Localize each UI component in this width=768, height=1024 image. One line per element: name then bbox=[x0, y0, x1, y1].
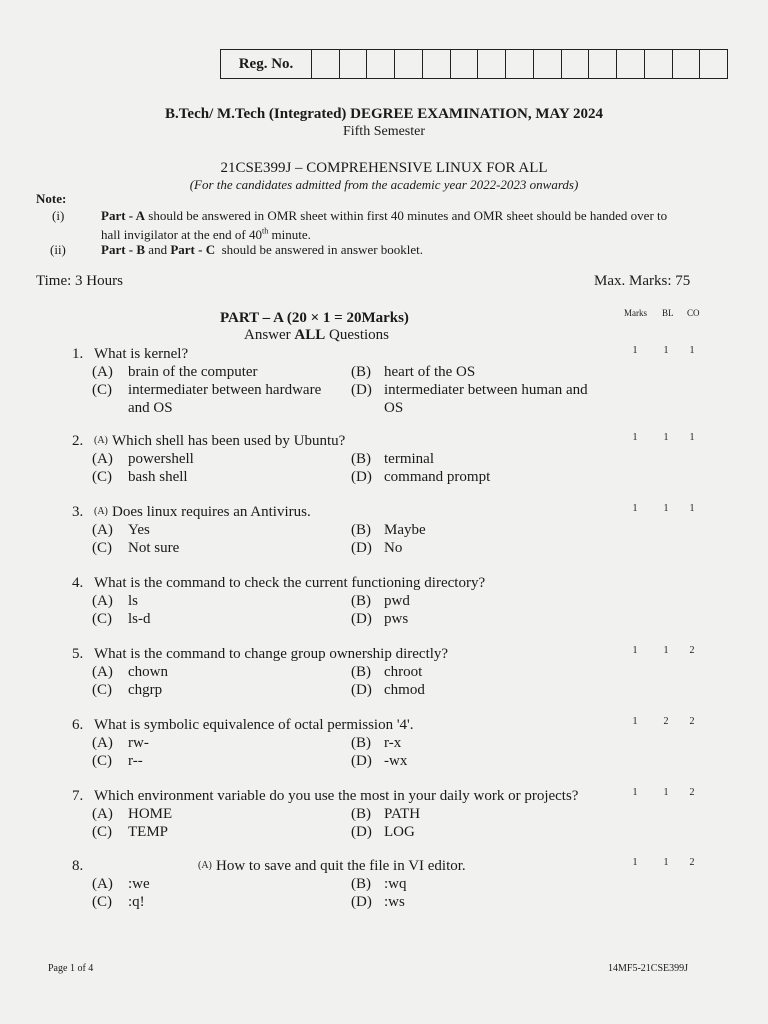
question-1-option-c: intermediater between hardware bbox=[128, 382, 322, 398]
course-title: 21CSE399J – COMPREHENSIVE LINUX FOR ALL bbox=[220, 160, 548, 176]
question-5-bl: 1 bbox=[663, 645, 669, 656]
question-6-option-c: r-- bbox=[128, 753, 143, 769]
question-3-prefix: (A) bbox=[94, 506, 108, 517]
question-1-option-c-cont: and OS bbox=[128, 400, 173, 416]
reg-number-cell bbox=[589, 50, 617, 78]
question-6-option-b-letter: (B) bbox=[351, 735, 371, 751]
question-7-option-c: TEMP bbox=[128, 824, 169, 840]
question-5-option-d-letter: (D) bbox=[351, 682, 372, 698]
question-8-option-d: :ws bbox=[384, 894, 405, 910]
question-8-option-b: :wq bbox=[384, 876, 407, 892]
paper-code: 14MF5-21CSE399J bbox=[608, 963, 689, 974]
question-8-text: How to save and quit the file in VI editor. bbox=[216, 858, 466, 874]
question-2-number: 2. bbox=[72, 433, 84, 449]
reg-number-label: Reg. No. bbox=[221, 50, 312, 78]
question-2-option-b: terminal bbox=[384, 451, 434, 467]
question-4-option-c-letter: (C) bbox=[92, 611, 112, 627]
reg-number-cell bbox=[617, 50, 645, 78]
question-1-option-a: brain of the computer bbox=[128, 364, 258, 380]
question-1-bl: 1 bbox=[663, 345, 669, 356]
question-5-option-c: chgrp bbox=[128, 682, 163, 698]
question-3-marks: 1 bbox=[632, 503, 638, 514]
question-5-co: 2 bbox=[689, 645, 695, 656]
question-7-text: Which environment variable do you use the most in your daily work or projects? bbox=[94, 788, 579, 804]
question-2-co: 1 bbox=[689, 432, 695, 443]
note-title: Note: bbox=[36, 191, 67, 206]
question-8-option-c-letter: (C) bbox=[92, 894, 112, 910]
question-1-option-a-letter: (A) bbox=[92, 364, 113, 380]
question-6-number: 6. bbox=[72, 717, 84, 733]
question-7-option-d: LOG bbox=[384, 824, 415, 840]
question-2-option-a: powershell bbox=[128, 451, 194, 467]
question-7-option-b: PATH bbox=[384, 806, 421, 822]
question-7-option-d-letter: (D) bbox=[351, 824, 372, 840]
question-2-option-c: bash shell bbox=[128, 469, 188, 485]
page-number: Page 1 of 4 bbox=[48, 963, 94, 974]
question-1-option-c-letter: (C) bbox=[92, 382, 112, 398]
note-item-1-bold: Part - A bbox=[101, 208, 146, 223]
question-5-option-c-letter: (C) bbox=[92, 682, 112, 698]
question-2-prefix: (A) bbox=[94, 435, 108, 446]
question-2-option-d: command prompt bbox=[384, 469, 491, 485]
reg-number-cell bbox=[423, 50, 451, 78]
part-a-title: PART – A (20 × 1 = 20Marks) bbox=[220, 310, 409, 326]
note-item-2 bbox=[101, 242, 423, 258]
note-item-1-cont bbox=[101, 224, 311, 243]
exam-title: B.Tech/ M.Tech (Integrated) DEGREE EXAMINATION, MAY 2024 bbox=[165, 106, 603, 122]
question-3-option-c: Not sure bbox=[128, 540, 180, 556]
question-1-option-d-letter: (D) bbox=[351, 382, 372, 398]
reg-number-cell bbox=[506, 50, 534, 78]
question-3-option-a-letter: (A) bbox=[92, 522, 113, 538]
question-4-option-a: ls bbox=[128, 593, 139, 609]
note-item-2-mid: and bbox=[145, 242, 171, 257]
question-4-option-b: pwd bbox=[384, 593, 410, 609]
question-6-option-a-letter: (A) bbox=[92, 735, 113, 751]
question-7-option-c-letter: (C) bbox=[92, 824, 112, 840]
question-3-bl: 1 bbox=[663, 503, 669, 514]
reg-number-cell bbox=[451, 50, 479, 78]
note-item-1-number: (i) bbox=[52, 208, 65, 223]
question-8-co: 2 bbox=[689, 857, 695, 868]
question-2-marks: 1 bbox=[632, 432, 638, 443]
question-2-option-a-letter: (A) bbox=[92, 451, 113, 467]
question-5-option-a: chown bbox=[128, 664, 168, 680]
note-item-1-cont-text: hall invigilator at the end of 40th minute. bbox=[101, 227, 311, 243]
question-4-option-c: ls-d bbox=[128, 611, 151, 627]
question-8-bl: 1 bbox=[663, 857, 669, 868]
reg-number-cell bbox=[312, 50, 340, 78]
part-a-instruction: Answer ALL Questions bbox=[244, 327, 389, 343]
note-item-1 bbox=[101, 208, 741, 224]
question-1-number: 1. bbox=[72, 346, 84, 362]
note-item-2-text: should be answered in answer booklet. bbox=[215, 242, 424, 257]
question-3-option-b-letter: (B) bbox=[351, 522, 371, 538]
question-7-option-a-letter: (A) bbox=[92, 806, 113, 822]
question-7-marks: 1 bbox=[632, 787, 638, 798]
question-4-option-d: pws bbox=[384, 611, 409, 627]
question-5-number: 5. bbox=[72, 646, 84, 662]
question-4-text: What is the command to check the current functioning directory? bbox=[94, 575, 486, 591]
question-8-option-a: :we bbox=[128, 876, 150, 892]
question-4-option-b-letter: (B) bbox=[351, 593, 371, 609]
question-5-text: What is the command to change group ownership directly? bbox=[94, 646, 449, 662]
question-5-option-d: chmod bbox=[384, 682, 425, 698]
reg-number-cells bbox=[312, 50, 727, 78]
reg-number-cell bbox=[367, 50, 395, 78]
question-6-option-d: -wx bbox=[384, 753, 408, 769]
semester: Fifth Semester bbox=[342, 124, 426, 139]
reg-number-box bbox=[220, 49, 728, 79]
question-3-option-d-letter: (D) bbox=[351, 540, 372, 556]
question-2-bl: 1 bbox=[663, 432, 669, 443]
question-3-option-c-letter: (C) bbox=[92, 540, 112, 556]
max-marks: Max. Marks: 75 bbox=[594, 273, 691, 289]
question-5-option-b: chroot bbox=[384, 664, 423, 680]
question-8-marks: 1 bbox=[632, 857, 638, 868]
question-7-co: 2 bbox=[689, 787, 695, 798]
question-4-option-d-letter: (D) bbox=[351, 611, 372, 627]
question-2-text: Which shell has been used by Ubuntu? bbox=[112, 433, 346, 449]
reg-number-cell bbox=[534, 50, 562, 78]
question-7-option-b-letter: (B) bbox=[351, 806, 371, 822]
question-1-text: What is kernel? bbox=[94, 346, 189, 362]
question-1-option-b: heart of the OS bbox=[384, 364, 476, 380]
question-3-co: 1 bbox=[689, 503, 695, 514]
question-6-option-c-letter: (C) bbox=[92, 753, 112, 769]
question-1-option-b-letter: (B) bbox=[351, 364, 371, 380]
note-item-1-text: should be answered in OMR sheet within first 40 minutes and OMR sheet should be handed over to bbox=[145, 208, 668, 223]
question-1-co: 1 bbox=[689, 345, 695, 356]
note-item-2-bold2: Part - C bbox=[170, 242, 216, 257]
note-item-2-number: (ii) bbox=[50, 242, 66, 257]
question-8-number: 8. bbox=[72, 858, 84, 874]
question-1-option-d: intermediater between human and bbox=[384, 382, 588, 398]
question-4-option-a-letter: (A) bbox=[92, 593, 113, 609]
question-3-option-d: No bbox=[384, 540, 403, 556]
question-7-number: 7. bbox=[72, 788, 84, 804]
question-8-option-c: :q! bbox=[128, 894, 145, 910]
question-6-co: 2 bbox=[689, 716, 695, 727]
question-3-text: Does linux requires an Antivirus. bbox=[112, 504, 311, 520]
question-7-option-a: HOME bbox=[128, 806, 173, 822]
note-item-2-bold: Part - B bbox=[101, 242, 146, 257]
question-6-option-a: rw- bbox=[128, 735, 149, 751]
question-6-bl: 2 bbox=[663, 716, 669, 727]
question-6-text: What is symbolic equivalence of octal permission '4'. bbox=[94, 717, 414, 733]
question-2-option-b-letter: (B) bbox=[351, 451, 371, 467]
reg-number-cell bbox=[478, 50, 506, 78]
reg-number-cell bbox=[395, 50, 423, 78]
question-3-number: 3. bbox=[72, 504, 84, 520]
question-5-option-a-letter: (A) bbox=[92, 664, 113, 680]
reg-number-cell bbox=[562, 50, 590, 78]
question-8-option-d-letter: (D) bbox=[351, 894, 372, 910]
question-6-marks: 1 bbox=[632, 716, 638, 727]
question-4-number: 4. bbox=[72, 575, 84, 591]
question-8-option-a-letter: (A) bbox=[92, 876, 113, 892]
col-header-co: CO bbox=[687, 308, 700, 318]
reg-number-cell bbox=[645, 50, 673, 78]
question-6-option-d-letter: (D) bbox=[351, 753, 372, 769]
question-5-option-b-letter: (B) bbox=[351, 664, 371, 680]
question-7-bl: 1 bbox=[663, 787, 669, 798]
reg-number-cell bbox=[340, 50, 368, 78]
time-duration: Time: 3 Hours bbox=[36, 273, 123, 289]
question-1-marks: 1 bbox=[632, 345, 638, 356]
col-header-marks: Marks bbox=[624, 308, 647, 318]
question-8-option-b-letter: (B) bbox=[351, 876, 371, 892]
question-3-option-b: Maybe bbox=[384, 522, 426, 538]
question-6-option-b: r-x bbox=[384, 735, 402, 751]
question-2-option-c-letter: (C) bbox=[92, 469, 112, 485]
question-2-option-d-letter: (D) bbox=[351, 469, 372, 485]
question-1-option-d-cont: OS bbox=[384, 400, 404, 416]
col-header-bl: BL bbox=[662, 308, 674, 318]
reg-number-cell bbox=[700, 50, 727, 78]
question-3-option-a: Yes bbox=[128, 522, 150, 538]
question-5-marks: 1 bbox=[632, 645, 638, 656]
question-8-prefix: (A) bbox=[198, 860, 212, 871]
reg-number-cell bbox=[673, 50, 701, 78]
admission-note: (For the candidates admitted from the academic year 2022-2023 onwards) bbox=[189, 177, 579, 192]
